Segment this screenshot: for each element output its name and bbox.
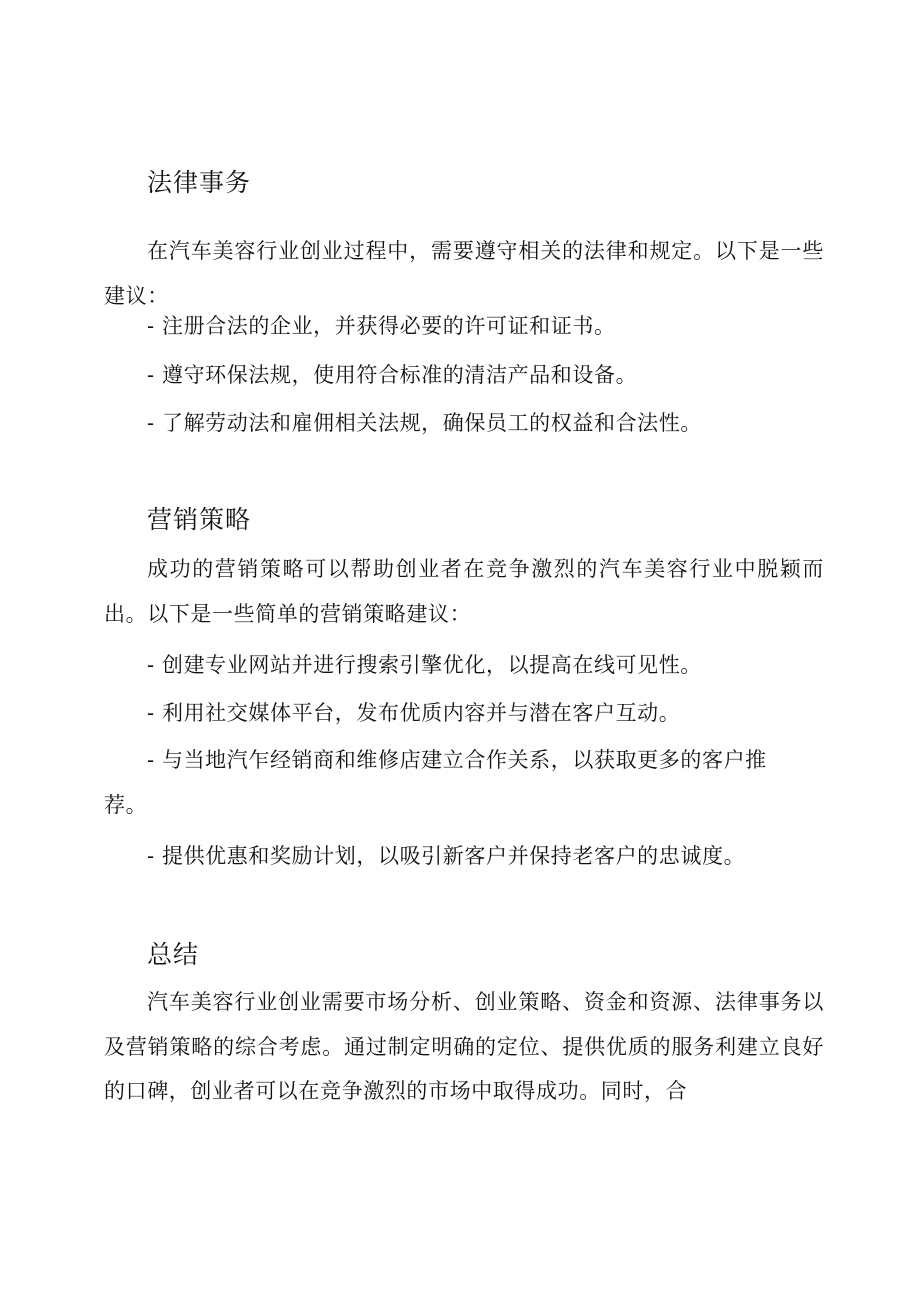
marketing-heading: 营销策略 — [147, 505, 252, 534]
legal-intro: 在汽车美容行业创业过程中，需要遵守相关的法律和规定。以下是一些建议： — [104, 239, 824, 308]
marketing-item: - 提供优惠和奖励计划，以吸引新客户并保持老客户的忠诚度。 — [147, 844, 746, 868]
marketing-item: - 创建专业网站并进行搜索引擎优化，以提高在线可见性。 — [147, 653, 702, 677]
marketing-item: - 利用社交媒体平台，发布优质内容并与潜在客户互动。 — [147, 701, 681, 725]
marketing-intro: 成功的营销策略可以帮助创业者在竞争激烈的汽车美容行业中脱颖而出。以下是一些简单的营销策略建议： — [104, 557, 824, 626]
legal-item: - 注册合法的企业，并获得必要的许可证和证书。 — [147, 314, 616, 338]
summary-heading: 总结 — [147, 940, 200, 969]
legal-item: - 了解劳动法和雇佣相关法规，确保员工的权益和合法性。 — [147, 411, 702, 435]
legal-item: - 遵守环保法规，使用符合标准的清洁产品和设备。 — [147, 363, 638, 387]
legal-heading: 法律事务 — [147, 168, 252, 197]
marketing-item: - 与当地汽乍经销商和维修店建立合作关系，以获取更多的客户推荐。 — [104, 748, 767, 817]
summary-body: 汽车美容行业创业需要市场分析、创业策略、资金和资源、法律事务以及营销策略的综合考虑。通过制定明确的定位、提供优质的服务利建立良好的口碑，创业者可以在竞争激烈的市场中取得成功。同时，合 — [104, 990, 824, 1103]
